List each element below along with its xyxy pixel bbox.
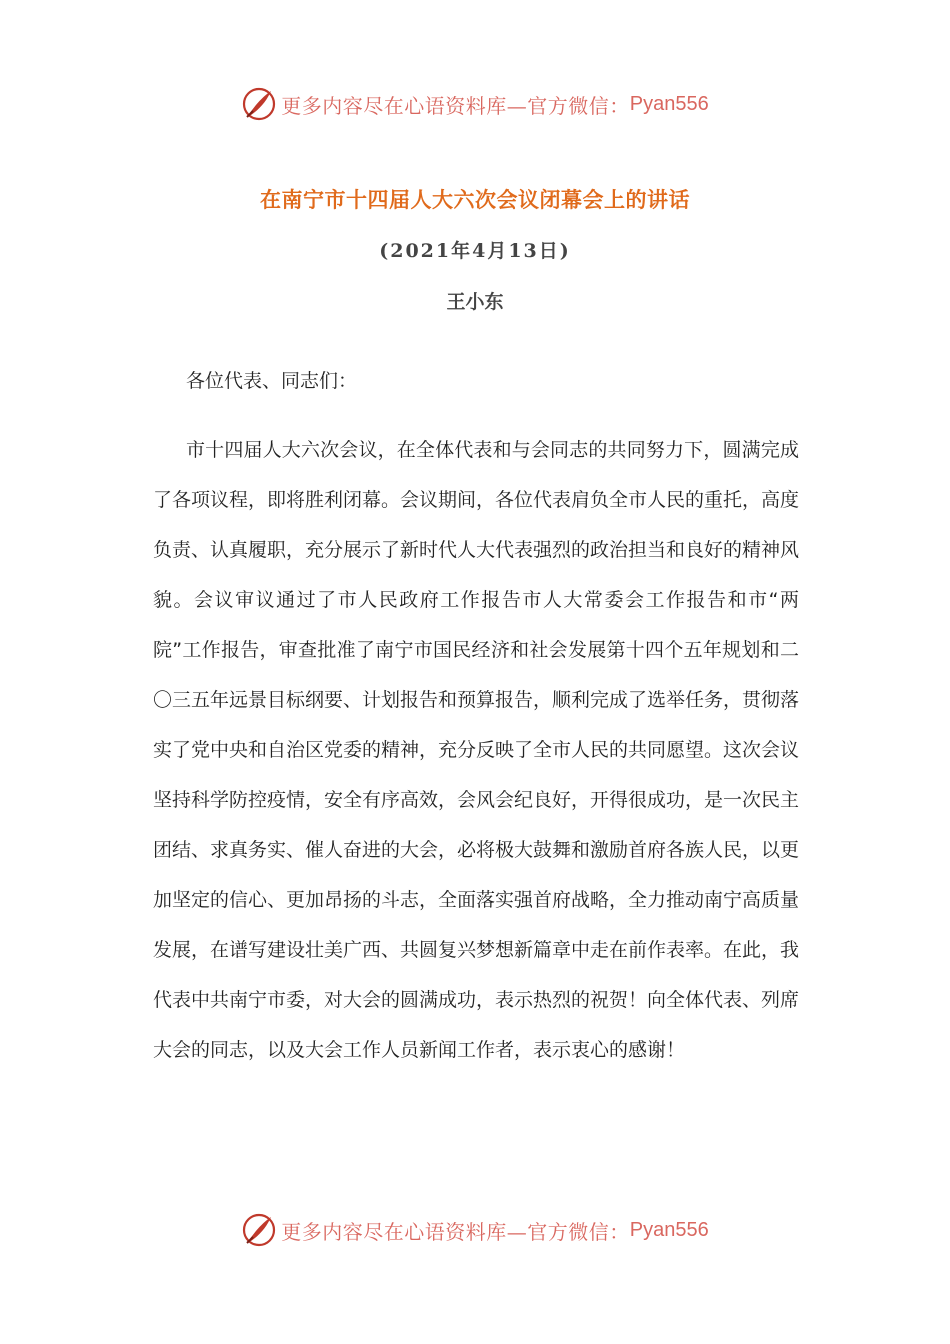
footer-banner [0,1208,950,1252]
header-banner [0,82,950,126]
wechat-id: Pyan556 [629,92,709,115]
document-date: (2021年4月13日) [379,240,571,262]
body-paragraph: 市十四届人大六次会议，在全体代表和与会同志的共同努力下，圆满完成了各项议程，即将胜利闭幕。会议期间，各位代表肩负全市人民的重托，高度负责、认真履职，充分展示了新时代人大代表强烈的政治担当和良好的精神风貌。会议审议通过了市人民政府工作报告市人大常委会工作报告和市“两院”工作报告，审查批准了南宁市国民经济和社会发展第十四个五年规划和二〇三五年远景目标纲要、计划报告和预算报告，顺利完成了选举任务，贯彻落实了党中央和自治区党委的精神，充分反映了全市人民的共同愿望。这次会议坚持科学防控疫情，安全有序高效，会风会纪良好，开得很成功，是一次民主团结、求真务实、催人奋进的大会，必将极大鼓舞和激励首府各族人民，以更加坚定的信心、更加昂扬的斗志，全面落实强首府战略，全力推动南宁高质量发展，在谱写建设壮美广西、共圆复兴梦想新篇章中走在前作表率。在此，我代表中共南宁市委，对大会的圆满成功，表示热烈的祝贺！向全体代表、列席大会的同志，以及大会工作人员新闻工作者，表示衷心的感谢！ [153,439,800,1061]
banner-text: 更多内容尽在心语资料库—官方微信： [281,1219,630,1244]
banner-text: 更多内容尽在心语资料库—官方微信： [281,93,630,118]
wechat-id: Pyan556 [629,1218,709,1241]
quill-logo-icon [241,1212,277,1248]
document-author: 王小东 [446,291,504,313]
quill-logo-icon [241,86,277,122]
greeting: 各位代表、同志们： [186,370,358,392]
document-title: 在南宁市十四届人大六次会议闭幕会上的讲话 [260,188,690,212]
